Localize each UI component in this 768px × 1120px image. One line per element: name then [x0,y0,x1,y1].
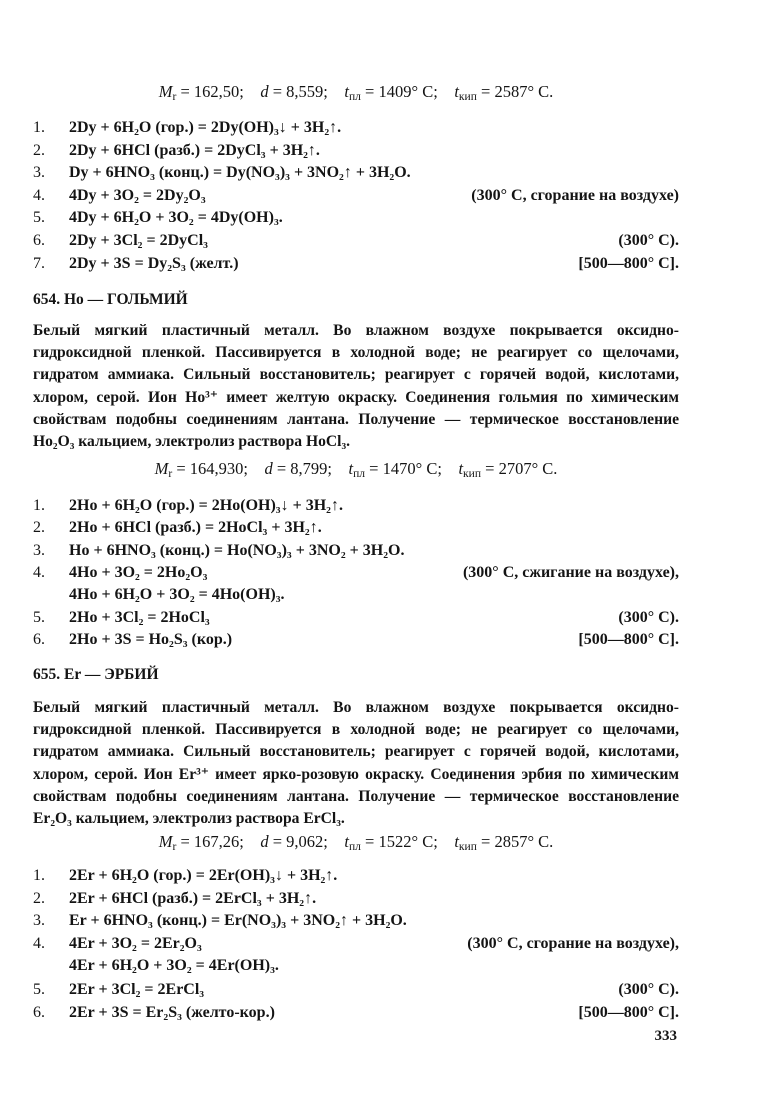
er-properties: $M_r = 167,26$; d = 9,062; $t_{пл} = 1522^\circ$ С; $t_{кип} = 2857^\circ$ С. [158,832,554,853]
dy-properties: $M_r = 162,50$; d = 8,559; $t_{пл} = 1409^\circ$ С; $t_{кип} = 2587^\circ$ С. [158,82,554,103]
er-reaction-1: 1. 2Er + 6H₂O (гор.) = 2Er(OH)₃↓ + 3H₂↑. [33,867,338,884]
er-reaction-5: 5. 2Er + 3Cl₂ = 2ErCl₃ (300° С). [33,981,679,998]
ho-properties: $M_r = 164,930$; d = 8,799; $t_{пл} = 1470^\circ$ С; $t_{кип} = 2707^\circ$ С. [154,459,558,480]
ho-reaction-1: 1. 2Ho + 6H₂O (гор.) = 2Ho(OH)₃↓ + 3H₂↑. [33,497,343,514]
book-page [33,0,679,1120]
dy-reaction-2: 2. 2Dy + 6HCl (разб.) = 2DyCl₃ + 3H₂↑. [33,142,320,159]
dy-reaction-4: 4. 4Dy + 3O₂ = 2Dy₂O₃ (300° С, сгорание на воздухе) [33,187,679,204]
page-number: 333 [654,1028,677,1044]
er-reaction-3: 3. Er + 6HNO₃ (конц.) = Er(NO₃)₃ + 3NO₂↑ + 3H₂O. [33,912,407,929]
ho-reaction-2: 2. 2Ho + 6HCl (разб.) = 2HoCl₃ + 3H₂↑. [33,519,322,536]
dy-reaction-1: 1. 2Dy + 6H₂O (гор.) = 2Dy(OH)₃↓ + 3H₂↑. [33,119,342,136]
ho-reaction-5: 5. 2Ho + 3Cl₂ = 2HoCl₃ (300° С). [33,609,679,626]
holmium-description: Белый мягкий пластичный металл. Во влажном воздухе покрывается оксидно-гидроксидной пленкой. Пассивируется в холодной воде; не реагирует со щелочами, гидратом аммиака. Сильный восстановитель; реагирует с горячей водой, кислотами, хлором, серой. Ион Ho³⁺ имеет желтую окраску. Соединения гольмия по химическим свойствам подобны соединениям лантана. Получение — термическое восстановление Ho₂O₃ кальцием, электролиз раствора HoCl₃. [33,322,679,451]
erbium-description: Белый мягкий пластичный металл. Во влажном воздухе покрывается оксидно-гидроксидной пленкой. Пассивируется в холодной воде; не реагирует со щелочами, гидратом аммиака. Сильный восстановитель; реагирует с горячей водой, кислотами, хлором, серой. Ион Er³⁺ имеет ярко-розовую окраску. Соединения эрбия по химическим свойствам подобны соединениям лантана. Получение — термическое восстановление Er₂O₃ кальцием, электролиз раствора ErCl₃. [33,699,679,828]
er-reaction-6: 6. 2Er + 3S = Er₂S₃ (желто-кор.) [500—800° С]. [33,1004,679,1021]
dy-reaction-5: 5. 4Dy + 6H₂O + 3O₂ = 4Dy(OH)₃. [33,209,283,226]
ho-reaction-4b: 4Ho + 6H₂O + 3O₂ = 4Ho(OH)₃. [69,586,285,603]
dy-reaction-6: 6. 2Dy + 3Cl₂ = 2DyCl₃ (300° С). [33,232,679,249]
er-reaction-4b: 4Er + 6H₂O + 3O₂ = 4Er(OH)₃. [69,957,279,974]
dy-reaction-3: 3. Dy + 6HNO₃ (конц.) = Dy(NO₃)₃ + 3NO₂↑ + 3H₂O. [33,164,411,181]
er-reaction-2: 2. 2Er + 6HCl (разб.) = 2ErCl₃ + 3H₂↑. [33,890,317,907]
ho-reaction-3: 3. Ho + 6HNO₃ (конц.) = Ho(NO₃)₃ + 3NO₂ + 3H₂O. [33,542,405,559]
er-reaction-4: 4. 4Er + 3O₂ = 2Er₂O₃ (300° С, сгорание на воздухе), [33,935,679,952]
ho-reaction-4: 4. 4Ho + 3O₂ = 2Ho₂O₃ (300° С, сжигание на воздухе), [33,564,679,581]
erbium-heading: 655. Er — ЭРБИЙ [33,666,159,683]
dy-reaction-7: 7. 2Dy + 3S = Dy₂S₃ (желт.) [500—800° С]. [33,255,679,272]
ho-reaction-6: 6. 2Ho + 3S = Ho₂S₃ (кор.) [500—800° С]. [33,631,679,648]
holmium-heading: 654. Но — ГОЛЬМИЙ [33,291,188,308]
